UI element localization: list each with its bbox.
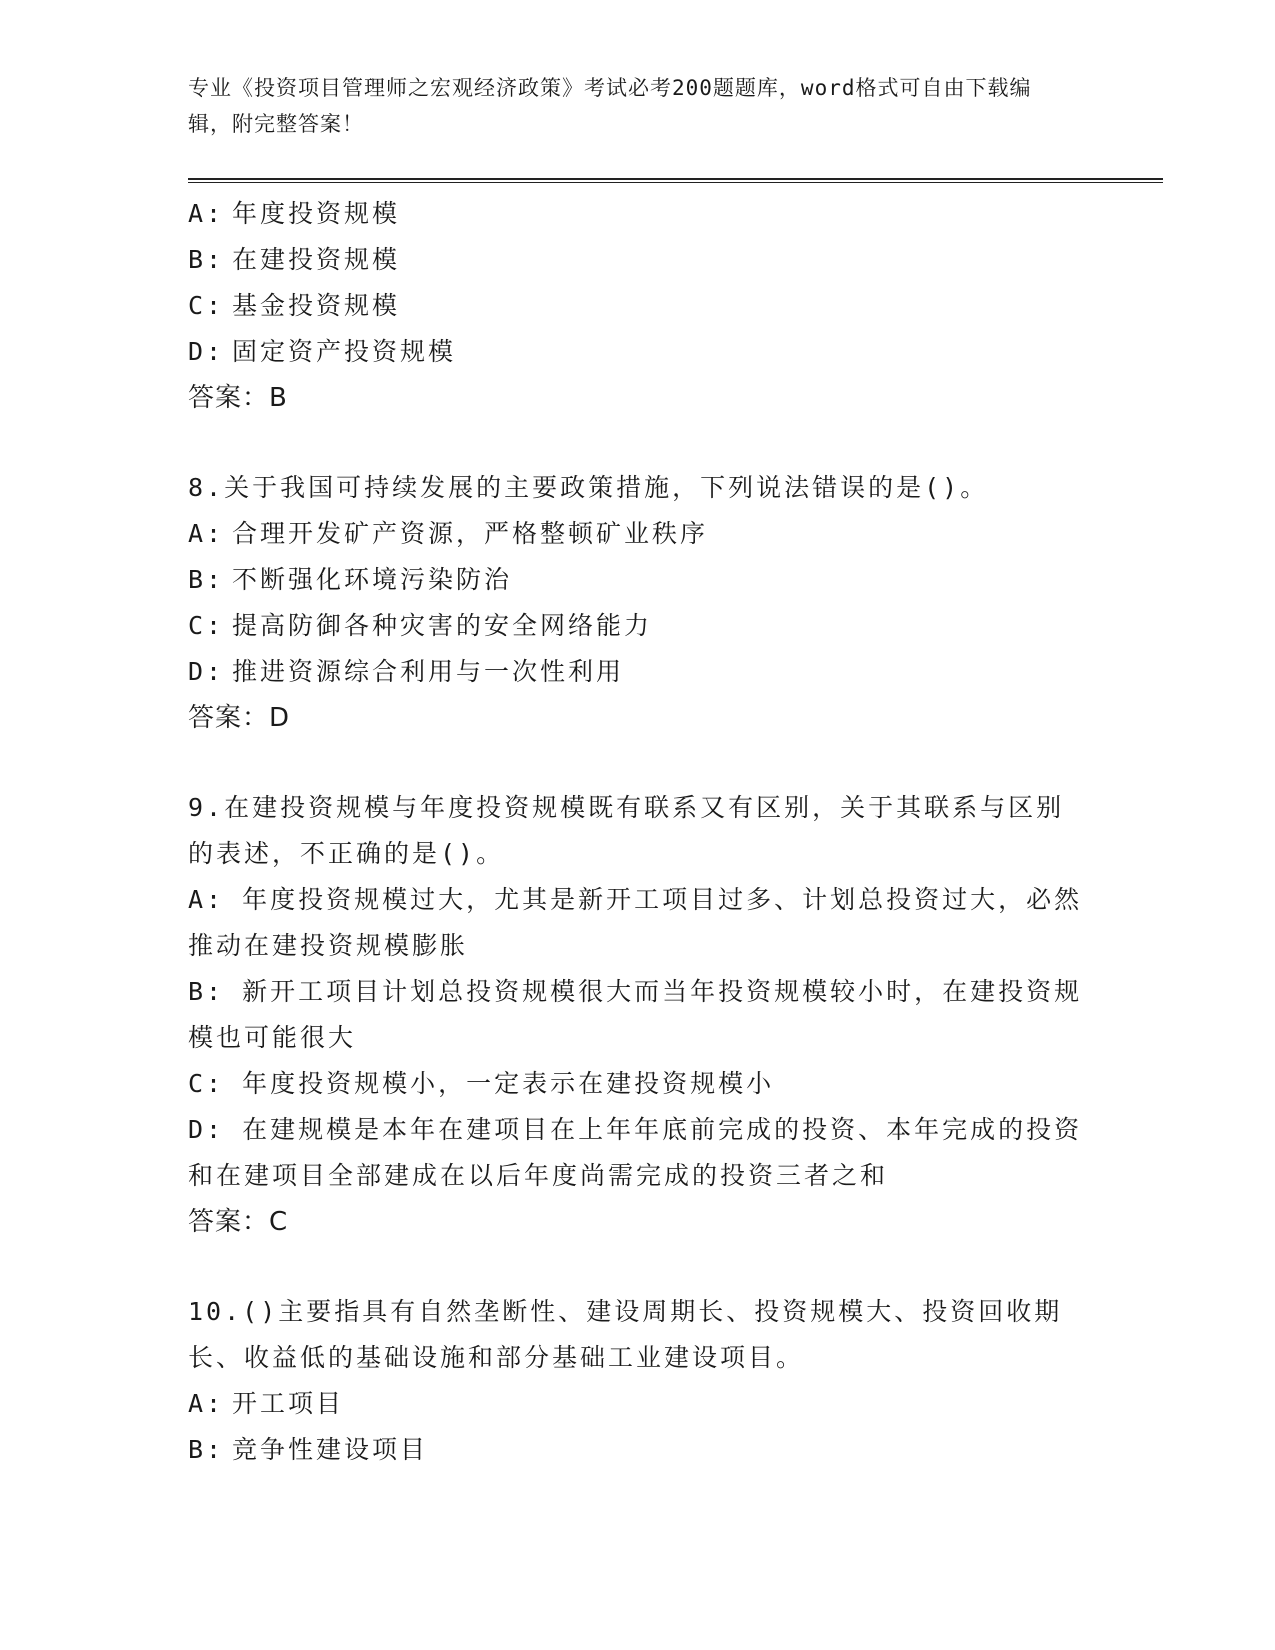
question-stem: 10.()主要指具有自然垄断性、建设周期长、投资规模大、投资回收期长、收益低的基础设施和部分基础工业建设项目。 — [188, 1297, 1063, 1372]
question-stem: 9.在建投资规模与年度投资规模既有联系又有区别，关于其联系与区别的表述，不正确的是()。 — [188, 793, 1065, 868]
question-block-10 — [188, 1289, 1163, 1473]
option-b: B: 竞争性建设项目 — [188, 1435, 429, 1464]
option-d: D: 在建规模是本年在建项目在上年年底前完成的投资、本年完成的投资和在建项目全部建成在以后年度尚需完成的投资三者之和 — [188, 1115, 1083, 1190]
header-divider — [188, 178, 1163, 183]
question-block-7 — [188, 191, 1163, 421]
option-b: B: 新开工项目计划总投资规模很大而当年投资规模较小时，在建投资规模也可能很大 — [188, 977, 1083, 1052]
option-a: A: 年度投资规模 — [188, 199, 401, 228]
answer-line: 答案：D — [188, 703, 291, 733]
option-a: A: 年度投资规模过大，尤其是新开工项目过多、计划总投资过大，必然推动在建投资规模膨胀 — [188, 885, 1083, 960]
option-a: A: 合理开发矿产资源，严格整顿矿业秩序 — [188, 519, 709, 548]
option-c: C: 年度投资规模小，一定表示在建投资规模小 — [188, 1069, 775, 1098]
option-b: B: 不断强化环境污染防治 — [188, 565, 513, 594]
option-c: C: 基金投资规模 — [188, 291, 401, 320]
option-b: B: 在建投资规模 — [188, 245, 401, 274]
option-d: D: 固定资产投资规模 — [188, 337, 457, 366]
question-block-8 — [188, 465, 1163, 741]
option-d: D: 推进资源综合利用与一次性利用 — [188, 657, 625, 686]
option-a: A: 开工项目 — [188, 1389, 345, 1418]
document-page — [188, 70, 1163, 1473]
answer-line: 答案：B — [188, 383, 288, 413]
question-stem: 8.关于我国可持续发展的主要政策措施，下列说法错误的是()。 — [188, 473, 989, 502]
document-header: 专业《投资项目管理师之宏观经济政策》考试必考200题题库，word格式可自由下载编辑，附完整答案！ — [188, 76, 1032, 136]
question-block-9 — [188, 785, 1163, 1245]
option-c: C: 提高防御各种灾害的安全网络能力 — [188, 611, 653, 640]
answer-line: 答案：C — [188, 1207, 289, 1237]
